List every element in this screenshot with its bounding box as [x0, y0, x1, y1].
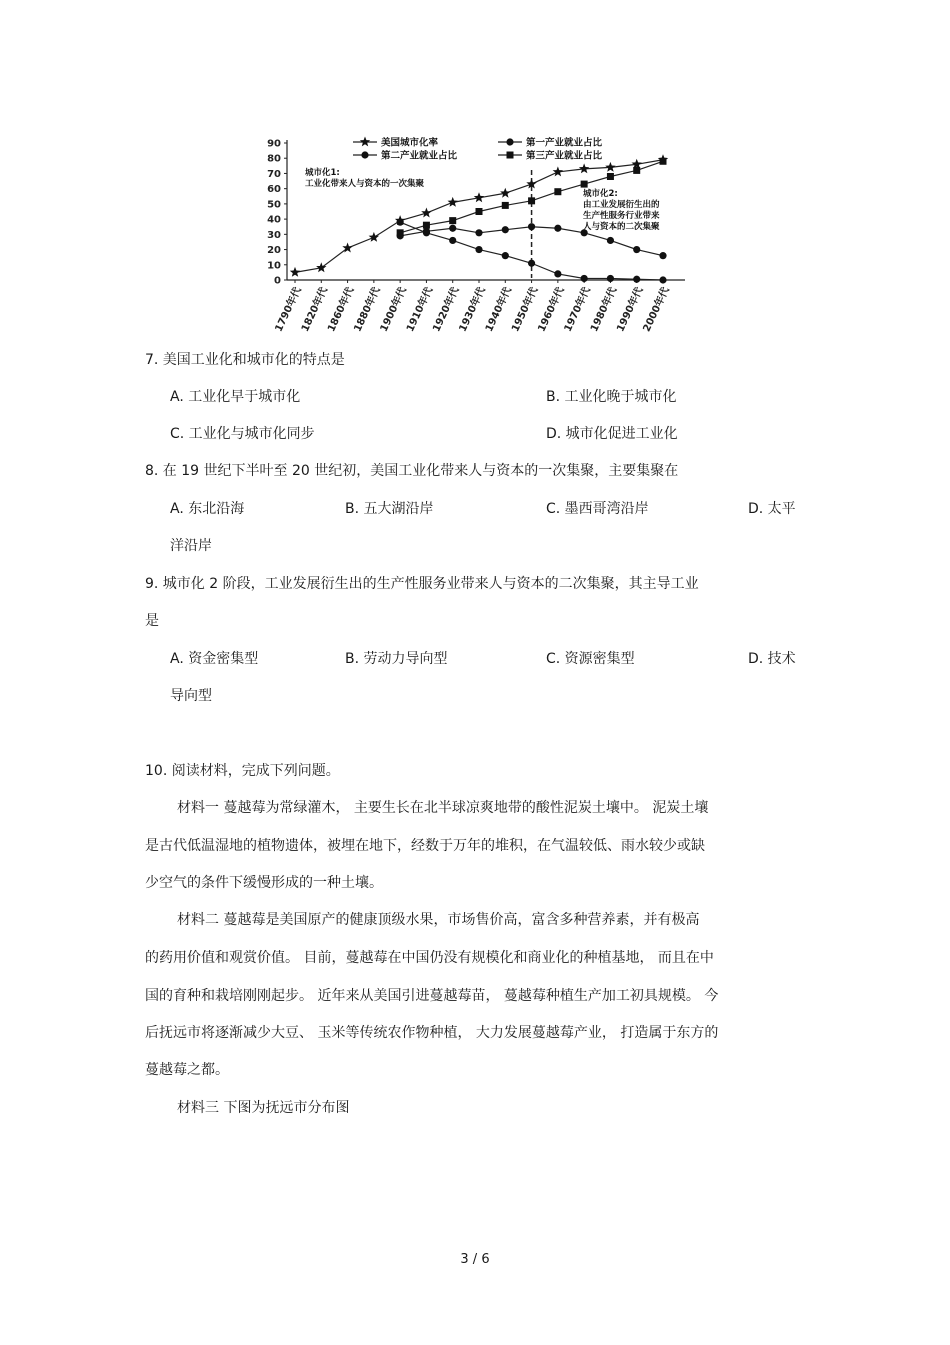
x-tick-label: 1940年代 — [483, 285, 515, 334]
legend-label-2: 第一产业就业占比 — [526, 137, 603, 149]
q9-option-b[interactable]: B. 劳动力导向型 — [345, 651, 448, 667]
series-1-point — [500, 188, 510, 198]
x-tick-label: 1970年代 — [562, 285, 593, 334]
series-1-point — [448, 197, 458, 207]
series-2-point — [475, 246, 482, 253]
q8-option-c[interactable]: C. 墨西哥湾沿岸 — [546, 501, 649, 517]
q7-option-d[interactable]: D. 城市化促进工业化 — [546, 426, 678, 442]
q7-option-b[interactable]: B. 工业化晚于城市化 — [546, 389, 677, 405]
series-4-point — [449, 217, 456, 224]
x-tick-label: 1950年代 — [510, 285, 541, 334]
material2-line3: 国的育种和栽培刚刚起步。 近年来从美国引进蔓越莓苗， 蔓越莓种植生产加工初具规模。 今 — [145, 988, 719, 1004]
series-2-point — [554, 270, 561, 277]
x-tick-label: 1790年代 — [273, 285, 304, 334]
series-2-point — [607, 275, 614, 282]
series-4-point — [476, 208, 483, 215]
q7-option-a[interactable]: A. 工业化早于城市化 — [170, 389, 301, 405]
series-1-point — [605, 162, 616, 172]
series-1-point — [474, 192, 484, 202]
y-tick-label: 0 — [274, 275, 281, 287]
q8-option-d[interactable]: D. 太平 — [748, 501, 796, 517]
legend-label-3: 第二产业就业占比 — [381, 150, 458, 162]
series-4-point — [660, 158, 667, 165]
series-4-point — [581, 181, 588, 188]
series-2-point — [581, 275, 588, 282]
series-2-point — [397, 219, 404, 226]
legend-marker — [360, 137, 370, 147]
material2-line2: 的药用价值和观赏价值。 目前，蔓越莓在中国仍没有规模化和商业化的种植基地， 而且在中 — [145, 950, 714, 966]
q7-option-c[interactable]: C. 工业化与城市化同步 — [170, 426, 315, 442]
material1-line1: 材料一 蔓越莓为常绿灌木， 主要生长在北半球凉爽地带的酸性泥炭土壤中。 泥炭土壤 — [177, 800, 709, 816]
series-3-point — [502, 226, 509, 233]
q7-stem: 7. 美国工业化和城市化的特点是 — [145, 352, 345, 368]
y-tick-label: 70 — [267, 168, 281, 180]
x-tick-label: 1980年代 — [588, 285, 620, 334]
x-tick-label: 1920年代 — [431, 285, 462, 334]
q9-stem: 9. 城市化 2 阶段，工业发展衍生出的生产性服务业带来人与资本的二次集聚，其主导工业 — [145, 576, 699, 592]
material1-line2: 是古代低温湿地的植物遗体，被埋在地下，经数于万年的堆积，在气温较低、雨水较少或缺 — [145, 838, 705, 854]
page-number: 3 / 6 — [460, 1252, 490, 1267]
series-2-point — [449, 237, 456, 244]
legend-label-4: 第三产业就业占比 — [526, 150, 603, 162]
legend-label-1: 美国城市化率 — [381, 137, 439, 149]
legend-marker — [506, 138, 513, 145]
q9-option-d[interactable]: D. 技术 — [748, 651, 796, 667]
series-1-point — [369, 232, 380, 242]
x-tick-label: 1820年代 — [299, 285, 331, 334]
q8-option-a[interactable]: A. 东北沿海 — [170, 501, 245, 517]
y-tick-label: 60 — [267, 184, 281, 196]
x-tick-label: 1930年代 — [457, 285, 488, 334]
series-3-point — [449, 225, 456, 232]
series-1-point — [316, 262, 326, 272]
series-3-point — [423, 228, 430, 235]
legend-marker — [507, 152, 514, 159]
series-3-point — [475, 229, 482, 236]
material2-line5: 蔓越莓之都。 — [145, 1062, 229, 1078]
series-1-point — [290, 267, 300, 277]
material2-line4: 后抚远市将逐渐减少大豆、 玉米等传统农作物种植， 大力发展蔓越莓产业， 打造属于东方的 — [145, 1025, 719, 1041]
series-4-point — [528, 197, 535, 204]
series-3-point — [554, 225, 561, 232]
material2-line1: 材料二 蔓越莓是美国原产的健康顶级水果，市场售价高，富含多种营养素，并有极高 — [177, 912, 700, 928]
x-tick-label: 1900年代 — [378, 285, 409, 334]
stage1-annotation: 城市化1:工业化带来人与资本的一次集聚 — [305, 168, 425, 189]
y-tick-label: 10 — [267, 260, 281, 272]
stage2-annotation: 城市化2:由工业发展衍生出的生产性服务行业带来人与资本的二次集聚 — [583, 189, 660, 232]
series-4-point — [633, 167, 640, 174]
y-tick-label: 90 — [267, 138, 281, 150]
series-4-point — [554, 188, 561, 195]
y-tick-label: 50 — [267, 199, 281, 211]
x-tick-label: 2000年代 — [641, 285, 672, 334]
legend-marker — [361, 151, 368, 158]
series-4-point — [423, 222, 430, 229]
y-tick-label: 80 — [267, 153, 281, 165]
x-tick-label: 1910年代 — [404, 285, 436, 334]
series-4-point — [397, 229, 404, 236]
q9-option-c[interactable]: C. 资源密集型 — [546, 651, 635, 667]
series-3-point — [528, 223, 535, 230]
series-3-point — [659, 252, 666, 259]
series-3-point — [607, 237, 614, 244]
series-1-point — [553, 166, 564, 176]
q9-option-a[interactable]: A. 资金密集型 — [170, 651, 259, 667]
series-2-point — [502, 252, 509, 259]
material3-line: 材料三 下图为抚远市分布图 — [177, 1100, 350, 1116]
series-1-point — [421, 208, 432, 218]
q8-option-d-cont: 洋沿岸 — [170, 538, 212, 554]
q10-stem: 10. 阅读材料，完成下列问题。 — [145, 763, 340, 779]
series-1-point — [579, 163, 590, 173]
x-tick-label: 1960年代 — [536, 285, 567, 334]
q8-stem: 8. 在 19 世纪下半叶至 20 世纪初，美国工业化带来人与资本的一次集聚，主要集聚在 — [145, 463, 679, 479]
series-2-point — [528, 260, 535, 267]
q9-stem-cont: 是 — [145, 613, 159, 629]
series-2-point — [633, 276, 640, 283]
series-4-point — [607, 173, 614, 180]
series-3-point — [633, 246, 640, 253]
series-2-point — [659, 276, 666, 283]
x-tick-label: 1860年代 — [326, 285, 357, 334]
q8-option-b[interactable]: B. 五大湖沿岸 — [345, 501, 434, 517]
x-tick-label: 1880年代 — [352, 285, 383, 334]
y-tick-label: 30 — [267, 229, 281, 241]
x-tick-label: 1990年代 — [615, 285, 646, 334]
q9-option-d-cont: 导向型 — [170, 688, 212, 704]
series-4-point — [502, 202, 509, 209]
y-tick-label: 20 — [267, 245, 281, 257]
y-tick-label: 40 — [267, 214, 281, 226]
material1-line3: 少空气的条件下缓慢形成的一种土壤。 — [145, 875, 383, 891]
urbanization-chart — [255, 130, 695, 345]
